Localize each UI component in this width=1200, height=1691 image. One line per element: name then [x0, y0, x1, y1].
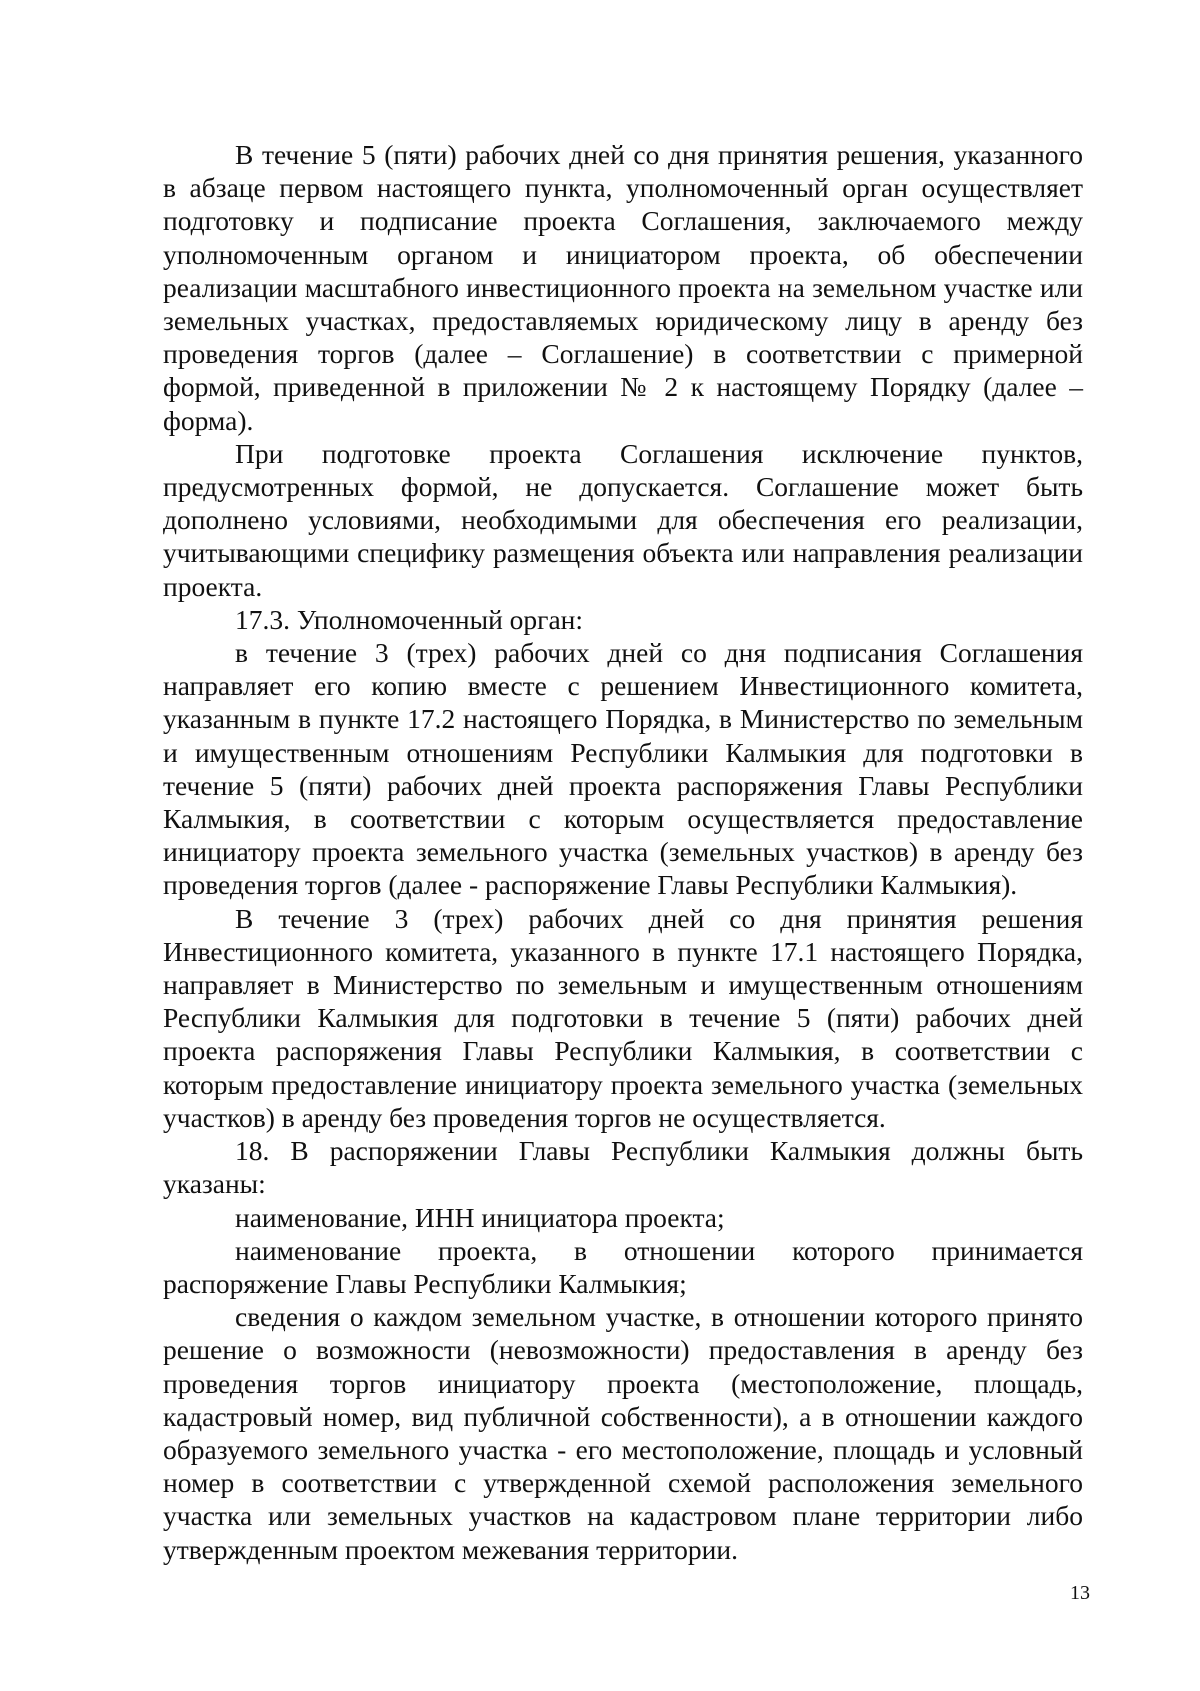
page-number: 13: [1070, 1582, 1090, 1604]
paragraph-18-land-plot-details: сведения о каждом земельном участке, в отношении которого принято решение о возможности (невозможности) предоставления в аренду без проведения торгов инициатору проекта (местоположение, площадь, кадастровый номер, вид публичной собственности), а в отношении каждого образуемого земельного участка - его местоположение, площадь и условный номер в соответствии с утвержденной схемой расположения земельного участка или земельных участков на кадастровом плане территории либо утвержденным проектом межевания территории.: [163, 1301, 1083, 1565]
paragraph-17-3-heading: 17.3. Уполномоченный орган:: [235, 603, 584, 635]
paragraph-17-3-refusal-sending: В течение 3 (трех) рабочих дней со дня принятия решения Инвестиционного комитета, указанного в пункте 17.1 настоящего Порядка, направляет в Министерство по земельным и имущественным отношениям Республики Калмыкия для подготовки в течение 5 (пяти) рабочих дней проекта распоряжения Главы Республики Калмыкия, в соответствии с которым предоставление инициатору проекта земельного участка (земельных участков) в аренду без проведения торгов не осуществляется.: [163, 902, 1083, 1133]
paragraph-agreement-preparation: В течение 5 (пяти) рабочих дней со дня принятия решения, указанного в абзаце первом настоящего пункта, уполномоченный орган осуществляет подготовку и подписание проекта Соглашения, заключаемого между уполномоченным органом и инициатором проекта, об обеспечении реализации масштабного инвестиционного проекта на земельном участке или земельных участках, предоставляемых юридическому лицу в аренду без проведения торгов (далее – Соглашение) в соответствии с примерной формой, приведенной в приложении № 2 к настоящему Порядку (далее – форма).: [163, 139, 1083, 436]
paragraph-18-heading: 18. В распоряжении Главы Республики Калмыкия должны быть указаны:: [163, 1135, 1083, 1200]
paragraph-17-3-copy-sending: в течение 3 (трех) рабочих дней со дня подписания Соглашения направляет его копию вместе с решением Инвестиционного комитета, указанным в пункте 17.2 настоящего Порядка, в Министерство по земельным и имущественным отношениям Республики Калмыкия для подготовки в течение 5 (пяти) рабочих дней проекта распоряжения Главы Республики Калмыкия, в соответствии с которым осуществляется предоставление инициатору проекта земельного участка (земельных участков) в аренду без проведения торгов (далее - распоряжение Главы Республики Калмыкия).: [163, 637, 1083, 901]
document-body: [163, 138, 1083, 1566]
paragraph-agreement-form-terms: При подготовке проекта Соглашения исключение пунктов, предусмотренных формой, не допускается. Соглашение может быть дополнено условиями, необходимыми для обеспечения его реализации, учитывающими специфику размещения объекта или направления реализации проекта.: [163, 437, 1083, 602]
paragraph-18-project-name: наименование проекта, в отношении которого принимается распоряжение Главы Республики Калмыкия;: [163, 1234, 1083, 1299]
paragraph-18-initiator-name: наименование, ИНН инициатора проекта;: [235, 1201, 725, 1233]
